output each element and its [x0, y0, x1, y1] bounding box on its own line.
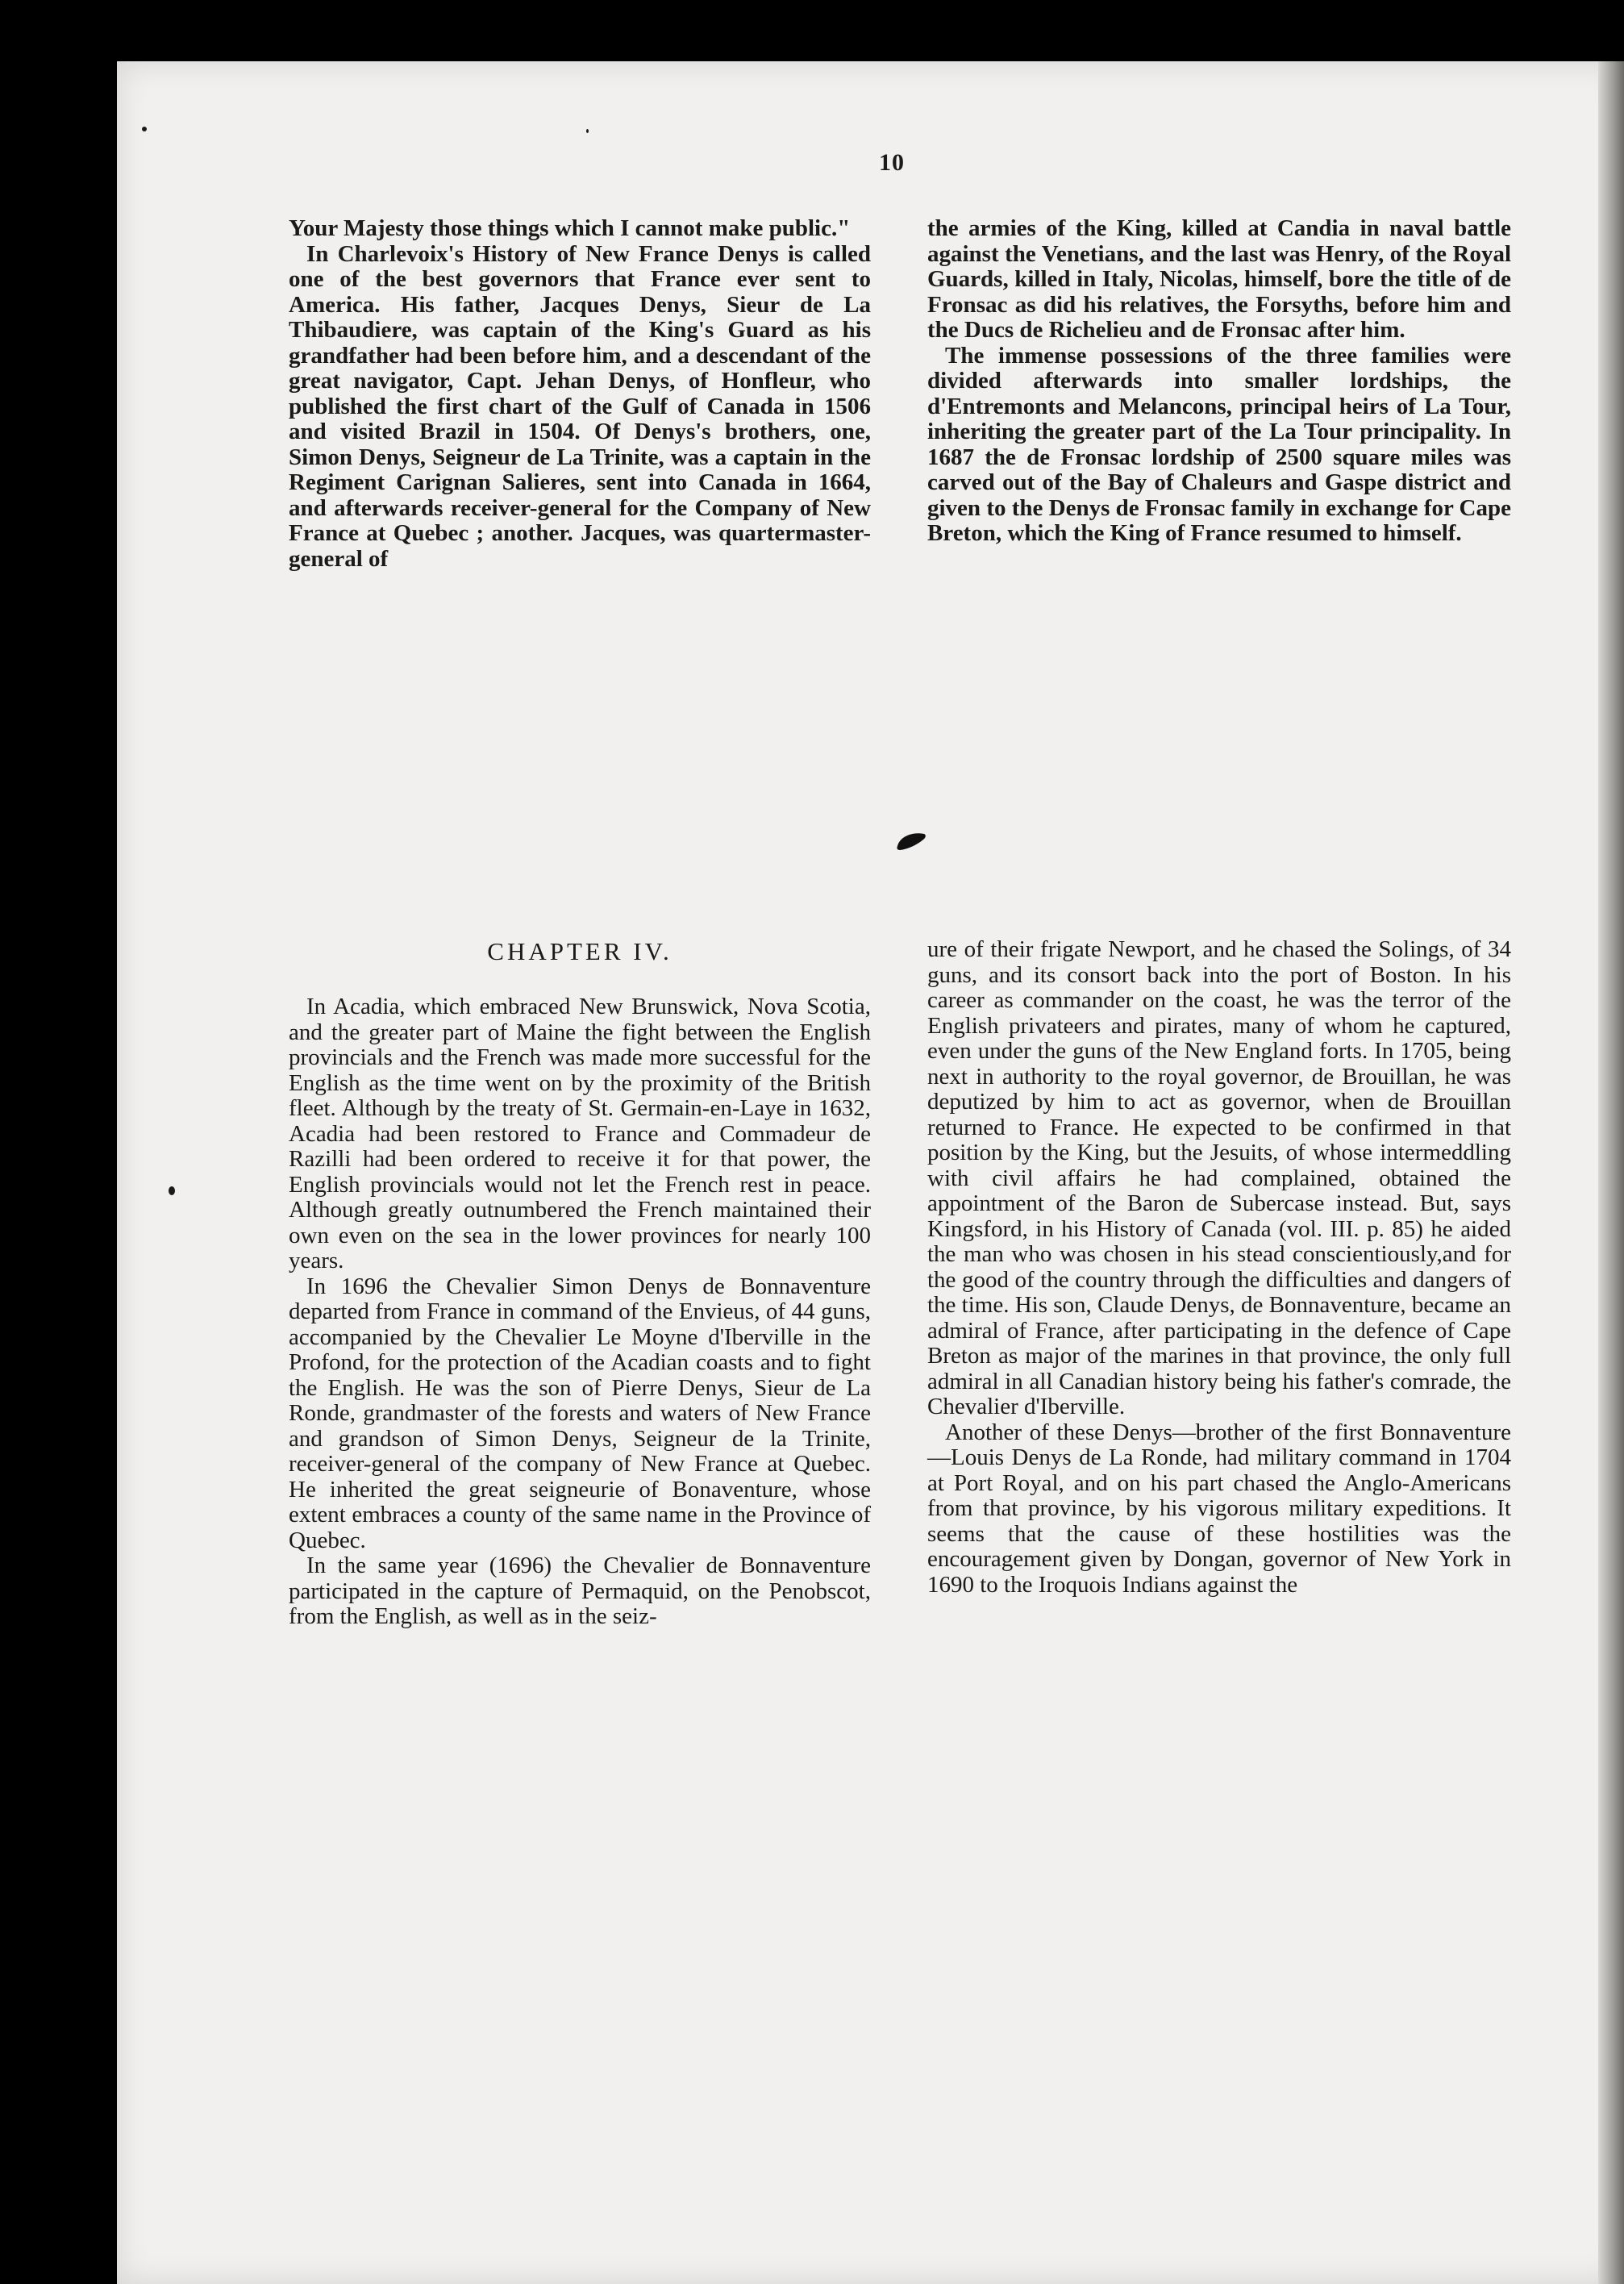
paragraph: the armies of the King, killed at Candia in naval battle against the Venetians, and the last was Henry, of the Royal Guards, killed in Italy, Nicolas, himself, bore the title of de Fronsac as did his relatives, the Forsyths, before him and the Ducs de Richelieu and de Fronsac after him.: [927, 215, 1511, 343]
page-number: 10: [879, 149, 905, 176]
column-bottom-right: [927, 937, 1511, 1598]
paragraph: In 1696 the Chevalier Simon Denys de Bonnaventure departed from France in command of the Envieus, of 44 guns, accompanied by the Chevalier Le Moyne d'Iberville in the Profond, for the protection of the Acadian coasts and to fight the English. He was the son of Pierre Denys, Sieur de La Ronde, grandmaster of the forests and waters of New France and grandson of Simon Denys, Seigneur de la Trinite, receiver-general of the company of New France at Quebec. He inherited the great seigneurie of Bonaventure, whose extent embraces a county of the same name in the Province of Quebec.: [289, 1273, 871, 1553]
paragraph: In the same year (1696) the Chevalier de Bonnaventure participated in the capture of Permaquid, on the Penobscot, from the English, as well as in the seiz-: [289, 1553, 871, 1629]
paragraph: In Acadia, which embraced New Brunswick, Nova Scotia, and the greater part of Maine the fight between the English provincials and the French was made more successful for the English as the time went on by the proximity of the British fleet. Although by the treaty of St. Germain-en-Laye in 1632, Acadia had been restored to France and Commadeur de Razilli had been ordered to receive it for that power, the English provincials would not let the French rest in peace. Although greatly outnumbered the French maintained their own even on the sea in the lower provinces for nearly 100 years.: [289, 994, 871, 1273]
scan-speck: [142, 127, 147, 131]
paragraph: The immense possessions of the three families were divided afterwards into smaller lordships, the d'Entremonts and Melancons, principal heirs of La Tour, inheriting the greater part of the La Tour principality. In 1687 the de Fronsac lordship of 2500 square miles was carved out of the Bay of Chaleurs and Gaspe district and given to the Denys de Fronsac family in exchange for Cape Breton, which the King of France resumed to himself.: [927, 342, 1511, 546]
section-ornament-icon: [895, 830, 927, 852]
scan-speck: [169, 1186, 175, 1195]
paragraph: ure of their frigate Newport, and he chased the Solings, of 34 guns, and its consort back into the port of Boston. In his career as commander on the coast, he was the terror of the English privateers and pirates, many of whom he captured, even under the guns of the New England forts. In 1705, being next in authority to the royal governor, de Brouillan, he was deputized by him to act as governor, when de Brouillan returned to France. He expected to be confirmed in that position by the King, but the Jesuits, of whose intermeddling with civil affairs he had complained, obtained the appointment of the Baron de Subercase instead. But, says Kingsford, in his History of Canada (vol. III. p. 85) he aided the man who was chosen in his stead conscientiously,and for the good of the country through the difficulties and dangers of the time. His son, Claude Denys, de Bonnaventure, became an admiral of France, after participating in the defence of Cape Breton as major of the marines in that province, the only full admiral in all Canadian history being his father's comrade, the Chevalier d'Iberville.: [927, 936, 1511, 1419]
chapter-heading: CHAPTER IV.: [487, 937, 673, 965]
scan-speck: [586, 129, 589, 133]
paragraph: Your Majesty those things which I cannot make public.": [289, 215, 851, 241]
paragraph: In Charlevoix's History of New France Denys is called one of the best governors that France ever sent to America. His father, Jacques Denys, Sieur de La Thibaudiere, was captain of the King's Guard as his grandfather had been before him, and a descendant of the great navigator, Capt. Jehan Denys, of Honfleur, who published the first chart of the Gulf of Canada in 1506 and visited Brazil in 1504. Of Denys's brothers, one, Simon Denys, Seigneur de La Trinite, was a captain in the Regiment Carignan Salieres, sent into Canada in 1664, and afterwards receiver-general for the Company of New France at Quebec ; another. Jacques, was quartermaster-general of: [289, 240, 871, 572]
paragraph: Another of these Denys—brother of the first Bonnaventure—Louis Denys de La Ronde, had military command in 1704 at Port Royal, and on his part chased the Anglo-Americans from that province, by his vigorous military expeditions. It seems that the cause of these hostilities was the encouragement given by Dongan, governor of New York in 1690 to the Iroquois Indians against the: [927, 1419, 1511, 1598]
page-edge-shadow: [1598, 61, 1624, 2284]
column-top-right: [927, 216, 1511, 547]
column-bottom-left: [289, 994, 871, 1630]
column-top-left: [289, 216, 871, 572]
